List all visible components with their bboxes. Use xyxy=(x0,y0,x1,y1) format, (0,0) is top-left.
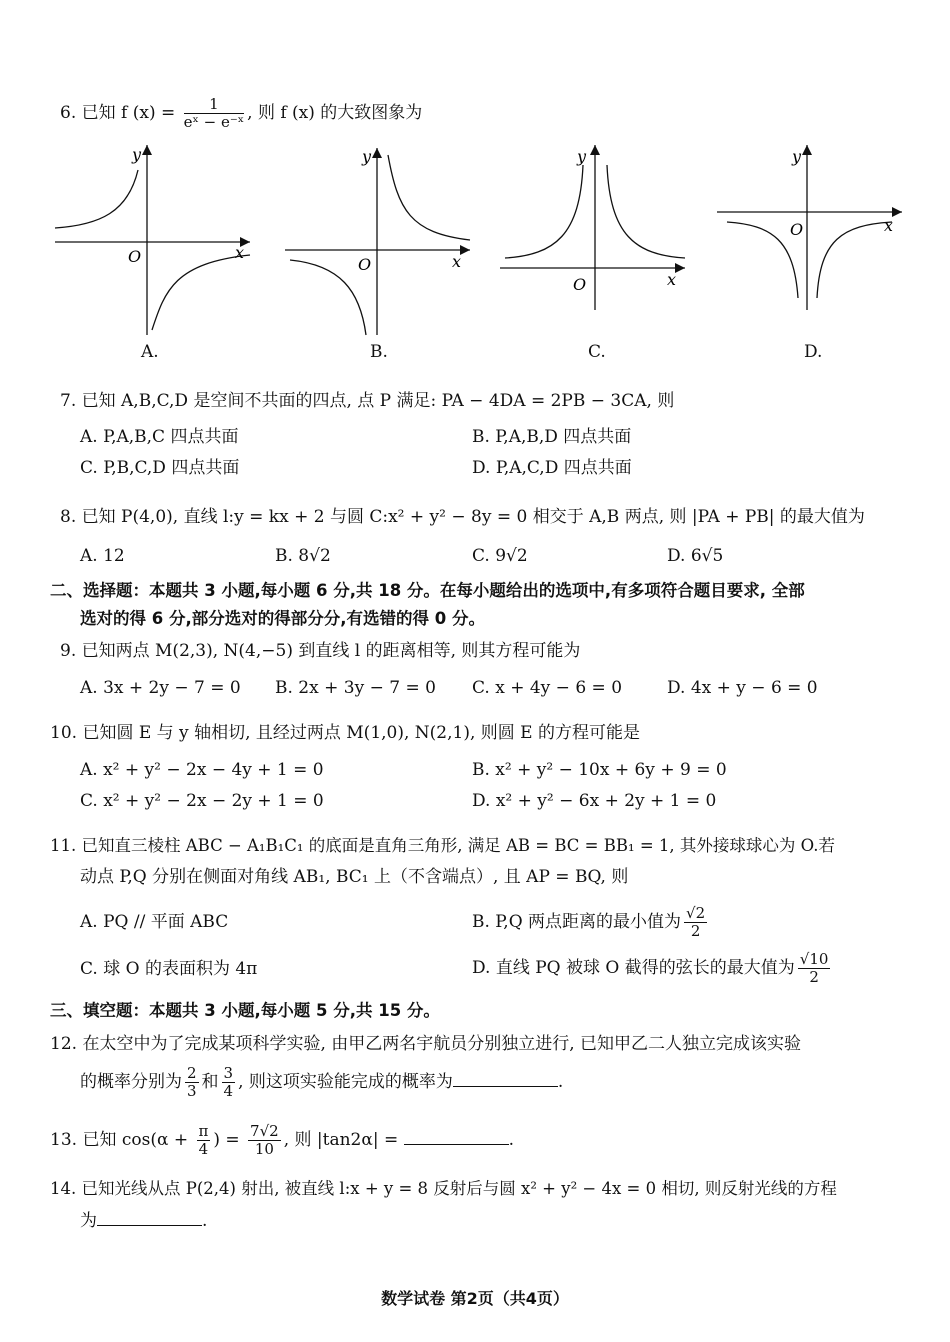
q8-option-a: A. 12 xyxy=(80,546,125,566)
q8-option-d: D. 6√5 xyxy=(667,546,724,566)
graph-d xyxy=(712,140,912,340)
q10-option-a: A. x² + y² − 2x − 4y + 1 = 0 xyxy=(80,760,324,780)
q7-option-b: B. P,A,B,D 四点共面 xyxy=(472,427,632,447)
section2-heading: 二、选择题：本题共 3 小题,每小题 6 分,共 18 分。在每小题给出的选项中,有多项符合题目要求, 全部 xyxy=(50,581,805,600)
axis-x-label: x xyxy=(884,216,894,235)
section2-heading-cont: 选对的得 6 分,部分选对的得部分分,有选错的得 0 分。 xyxy=(80,609,485,628)
q8-stem: 8. 已知 P(4,0), 直线 l:y = kx + 2 与圆 C:x² + y² − 8y = 0 相交于 A,B 两点, 则 |PA + PB| 的最大值为 xyxy=(60,507,865,527)
q9-option-b: B. 2x + 3y − 7 = 0 xyxy=(275,678,436,698)
q9-option-a: A. 3x + 2y − 7 = 0 xyxy=(80,678,241,698)
graph-label-a: A. xyxy=(141,342,159,362)
origin-label: O xyxy=(128,247,142,266)
q11-option-c: C. 球 O 的表面积为 4π xyxy=(80,959,258,979)
q10-option-d: D. x² + y² − 6x + 2y + 1 = 0 xyxy=(472,791,717,811)
q8-option-b: B. 8√2 xyxy=(275,546,331,566)
q9-stem: 9. 已知两点 M(2,3), N(4,−5) 到直线 l 的距离相等, 则其方程可能为 xyxy=(60,641,581,661)
axis-y-label: y xyxy=(577,147,587,166)
graph-label-b: B. xyxy=(370,342,388,362)
q11-option-a: A. PQ // 平面 ABC xyxy=(80,912,229,932)
q7-option-a: A. P,A,B,C 四点共面 xyxy=(80,427,239,447)
origin-label: O xyxy=(573,275,587,294)
q6-fraction: $\frac{1}{\text{eˣ − e⁻ˣ}}$ xyxy=(183,95,245,131)
q11-stem-cont: 动点 P,Q 分别在侧面对角线 AB₁, BC₁ 上（不含端点）, 且 AP = BQ, 则 xyxy=(80,867,629,887)
axis-x-label: x xyxy=(452,252,462,271)
q11-option-b: B. P,Q 两点距离的最小值为 $\frac{√2}{2}$ xyxy=(472,904,706,940)
q9-option-c: C. x + 4y − 6 = 0 xyxy=(472,678,623,698)
section3-heading: 三、填空题：本题共 3 小题,每小题 5 分,共 15 分。 xyxy=(50,1001,440,1020)
q13-stem: 13. 已知 cos(α + $\frac{\pi}{4}$ ) = $\frac{7√2}{10}$ , 则 |tan2α| = . xyxy=(50,1122,515,1158)
origin-label: O xyxy=(358,255,372,274)
graph-label-d: D. xyxy=(804,342,823,362)
graph-b xyxy=(280,140,480,340)
q10-stem: 10. 已知圆 E 与 y 轴相切, 且经过两点 M(1,0), N(2,1), 则圆 E 的方程可能是 xyxy=(50,723,640,743)
graph-label-c: C. xyxy=(588,342,606,362)
q12-answer-blank[interactable] xyxy=(453,1070,558,1087)
axis-y-label: y xyxy=(132,145,142,164)
q9-option-d: D. 4x + y − 6 = 0 xyxy=(667,678,818,698)
q11-stem: 11. 已知直三棱柱 ABC − A₁B₁C₁ 的底面是直角三角形, 满足 AB = BC = BB₁ = 1, 其外接球球心为 O.若 xyxy=(50,836,835,855)
q10-option-b: B. x² + y² − 10x + 6y + 9 = 0 xyxy=(472,760,727,780)
axis-x-label: x xyxy=(235,243,245,262)
q13-answer-blank[interactable] xyxy=(404,1128,509,1145)
origin-label: O xyxy=(790,220,804,239)
axis-y-label: y xyxy=(362,147,372,166)
graph-a xyxy=(50,140,260,340)
q12-stem-cont: 的概率分别为 $\frac{2}{3}$ 和 $\frac{3}{4}$ , 则这项实验能完成的概率为 . xyxy=(80,1064,564,1100)
q7-stem: 7. 已知 A,B,C,D 是空间不共面的四点, 点 P 满足: PA − 4DA = 2PB − 3CA, 则 xyxy=(60,391,675,411)
graph-c xyxy=(495,140,695,340)
q12-stem: 12. 在太空中为了完成某项科学实验, 由甲乙两名宇航员分别独立进行, 已知甲乙二人独立完成该实验 xyxy=(50,1034,802,1054)
axis-x-label: x xyxy=(667,270,677,289)
q8-option-c: C. 9√2 xyxy=(472,546,528,566)
q11-option-d: D. 直线 PQ 被球 O 截得的弦长的最大值为 $\frac{√10}{2}$ xyxy=(472,950,829,986)
q14-answer-blank[interactable] xyxy=(97,1209,202,1226)
page-footer: 数学试卷 第2页（共4页） xyxy=(381,1289,569,1308)
q14-stem: 14. 已知光线从点 P(2,4) 射出, 被直线 l:x + y = 8 反射后与圆 x² + y² − 4x = 0 相切, 则反射光线的方程 xyxy=(50,1179,837,1198)
q7-option-c: C. P,B,C,D 四点共面 xyxy=(80,458,240,478)
q10-option-c: C. x² + y² − 2x − 2y + 1 = 0 xyxy=(80,791,324,811)
q14-stem-cont: 为 . xyxy=(80,1211,208,1231)
axis-y-label: y xyxy=(792,147,802,166)
q6-stem: 6. 已知 f (x) = $\frac{1}{\text{eˣ − e⁻ˣ}}$ , 则 f (x) 的大致图象为 xyxy=(60,95,423,131)
q7-option-d: D. P,A,C,D 四点共面 xyxy=(472,458,632,478)
